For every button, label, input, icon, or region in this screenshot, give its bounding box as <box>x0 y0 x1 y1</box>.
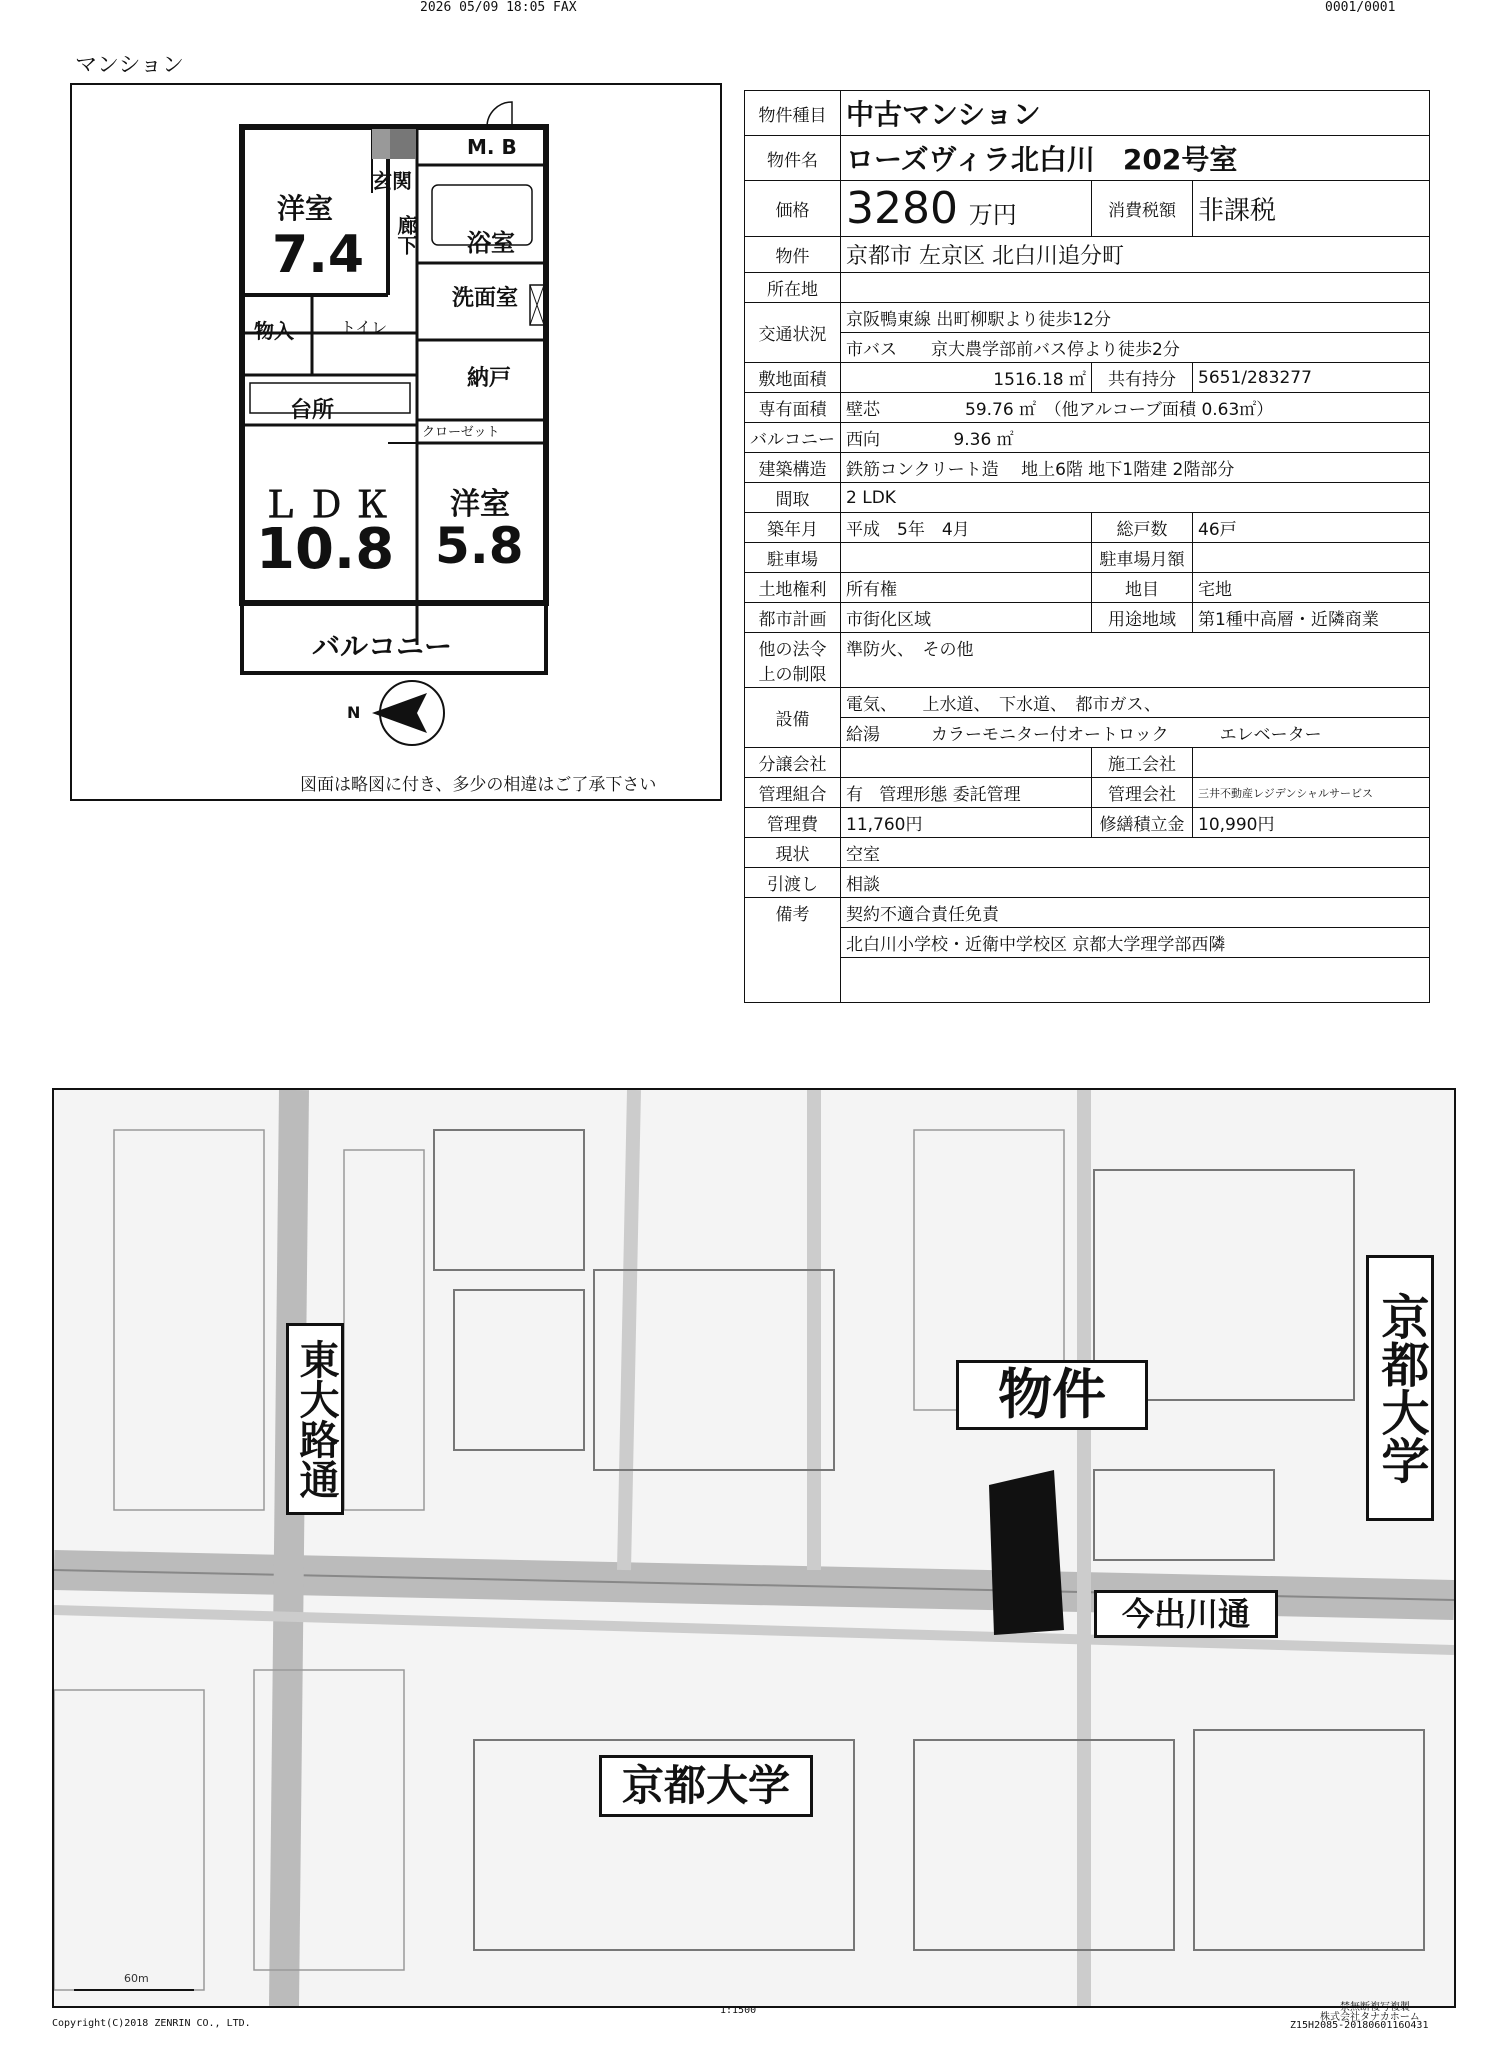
info-type: 中古マンション <box>841 91 1430 136</box>
area-map <box>52 1088 1456 2008</box>
info-structure: 鉄筋コンクリート造 地上6階 地下1階建 2階部分 <box>841 453 1430 483</box>
info-price: 3280 <box>846 183 958 234</box>
info-other-law: 準防火、 その他 <box>841 633 1430 688</box>
room-mb: M. B <box>467 135 517 159</box>
info-label: 分譲会社 <box>745 748 841 778</box>
info-label: 物件種目 <box>745 91 841 136</box>
info-label: 駐車場月額 <box>1092 543 1193 573</box>
room-toilet: トイレ <box>340 318 388 337</box>
info-equip2: 給湯 カラーモニター付オートロック エレベーター <box>841 718 1430 748</box>
info-land-category: 宅地 <box>1193 573 1430 603</box>
fax-header-right: 0001/0001 <box>1325 0 1396 15</box>
info-label: 管理会社 <box>1092 778 1193 808</box>
info-label: 共有持分 <box>1092 363 1193 393</box>
floorplan-note: 図面は略図に付き、多少の相違はご了承下さい <box>300 775 657 795</box>
room-storage: 物入 <box>254 319 294 343</box>
info-label: 都市計画 <box>745 603 841 633</box>
info-remarks-blank <box>841 958 1430 1003</box>
info-label: 土地権利 <box>745 573 841 603</box>
info-handover: 相談 <box>841 868 1430 898</box>
room-entrance: 玄関 <box>372 169 412 193</box>
info-share: 5651/283277 <box>1193 363 1430 393</box>
room-hallway: 廊下 <box>394 215 418 255</box>
info-label: 管理費 <box>745 808 841 838</box>
info-label: 専有面積 <box>745 393 841 423</box>
map-label-kyoto-univ-east: 京都大学 <box>1366 1255 1434 1521</box>
info-label: 備考 <box>745 898 841 1003</box>
info-label: バルコニー <box>745 423 841 453</box>
info-union-cell <box>841 778 1092 808</box>
fax-header-left: 2026 05/09 18:05 FAX <box>420 0 577 15</box>
info-builder <box>1193 748 1430 778</box>
room-washroom: 洗面室 <box>452 286 519 311</box>
info-union: 有 <box>846 785 863 805</box>
info-city-plan: 市街化区域 <box>841 603 1092 633</box>
info-price-unit: 万円 <box>968 201 1017 229</box>
info-label: 建築構造 <box>745 453 841 483</box>
info-balcony: 西向 9.36 ㎡ <box>841 423 1430 453</box>
room-closet-nando: 納戸 <box>467 366 512 391</box>
map-label-property: 物件 <box>956 1360 1148 1430</box>
info-label: 管理組合 <box>745 778 841 808</box>
info-label: 駐車場 <box>745 543 841 573</box>
map-copyright: Copyright(C)2018 ZENRIN CO., LTD. <box>52 2018 251 2029</box>
info-equip1: 電気、 上水道、 下水道、 都市ガス、 <box>841 688 1430 718</box>
info-mgmt-company: 三井不動産レジデンシャルサービス <box>1193 778 1430 808</box>
info-label: 交通状況 <box>745 303 841 363</box>
compass-north-label: N <box>347 703 361 722</box>
info-label: 物件 <box>745 237 841 273</box>
info-exclusive: 壁芯 59.76 ㎡ （他アルコーブ面積 0.63㎡） <box>841 393 1430 423</box>
room-kitchen: 台所 <box>290 398 335 423</box>
room-western1-size: 7.4 <box>272 225 365 285</box>
info-label: 総戸数 <box>1092 513 1193 543</box>
info-label: 所在地 <box>745 273 841 303</box>
room-bath: 浴室 <box>467 229 515 257</box>
info-label: 地目 <box>1092 573 1193 603</box>
info-mgmt-form: 委託管理 <box>952 785 1021 805</box>
map-scale: 60m <box>124 1972 149 1985</box>
room-western2-name: 洋室 <box>450 487 510 522</box>
info-label <box>745 633 841 688</box>
info-built: 平成 5年 4月 <box>841 513 1092 543</box>
info-label-line: 他の法令 <box>758 640 827 660</box>
room-ldk-size: 10.8 <box>256 517 395 582</box>
map-drawing <box>54 1090 1454 2006</box>
room-ldk-name: ＬＤＫ <box>262 485 401 526</box>
info-label: 用途地域 <box>1092 603 1193 633</box>
info-label: 設備 <box>745 688 841 748</box>
info-label: 修繕積立金 <box>1092 808 1193 838</box>
info-seller <box>841 748 1092 778</box>
property-info-table <box>744 90 1430 1003</box>
document-title: マンション <box>75 53 185 78</box>
info-label: 築年月 <box>745 513 841 543</box>
info-repair: 10,990円 <box>1193 808 1430 838</box>
info-site-area: 1516.18 ㎡ <box>841 363 1092 393</box>
map-ratio: 1:1500 <box>720 2005 757 2016</box>
map-publisher2: 株式会社タナカホーム <box>1320 2012 1420 2023</box>
map-publisher1: 禁無断複写複製 <box>1340 2002 1410 2013</box>
room-western2-size: 5.8 <box>435 517 524 575</box>
info-remarks2: 北白川小学校・近衛中学校区 京都大学理学部西隣 <box>841 928 1430 958</box>
info-remarks1: 契約不適合責任免責 <box>841 898 1430 928</box>
map-code: Z15H2085-2018060116O431 <box>1290 2020 1429 2031</box>
room-balcony: バルコニー <box>312 630 453 663</box>
info-tax: 非課税 <box>1193 181 1430 237</box>
info-traffic1: 京阪鴨東線 出町柳駅より徒歩12分 <box>841 303 1430 333</box>
info-location: 京都市 左京区 北白川追分町 <box>841 237 1430 273</box>
info-name: ローズヴィラ北白川 202号室 <box>841 136 1430 181</box>
info-label: 敷地面積 <box>745 363 841 393</box>
info-label: 引渡し <box>745 868 841 898</box>
info-parking-fee <box>1193 543 1430 573</box>
room-closet: クローゼット <box>422 425 500 440</box>
info-traffic2: 市バス 京大農学部前バス停より徒歩2分 <box>841 333 1430 363</box>
map-label-imadegawa: 今出川通 <box>1094 1590 1278 1638</box>
info-label: 消費税額 <box>1092 181 1193 237</box>
info-label: 価格 <box>745 181 841 237</box>
info-parking <box>841 543 1092 573</box>
room-western1-name: 洋室 <box>277 192 334 225</box>
info-status: 空室 <box>841 838 1430 868</box>
info-label: 現状 <box>745 838 841 868</box>
info-label: 施工会社 <box>1092 748 1193 778</box>
map-label-higashioji: 東大路通 <box>286 1323 344 1515</box>
info-location-blank <box>841 273 1430 303</box>
info-price-cell <box>841 181 1092 237</box>
info-label-line: 上の制限 <box>758 665 827 685</box>
map-label-kyoto-univ-south: 京都大学 <box>599 1755 813 1817</box>
info-units: 46戸 <box>1193 513 1430 543</box>
floorplan-panel <box>70 83 722 801</box>
info-fee: 11,760円 <box>841 808 1092 838</box>
info-mgmt-form-label: 管理形態 <box>879 785 948 805</box>
info-label: 間取 <box>745 483 841 513</box>
info-land-right: 所有権 <box>841 573 1092 603</box>
info-layout: 2 LDK <box>841 483 1430 513</box>
info-label: 物件名 <box>745 136 841 181</box>
info-zoning: 第1種中高層・近隣商業 <box>1193 603 1430 633</box>
